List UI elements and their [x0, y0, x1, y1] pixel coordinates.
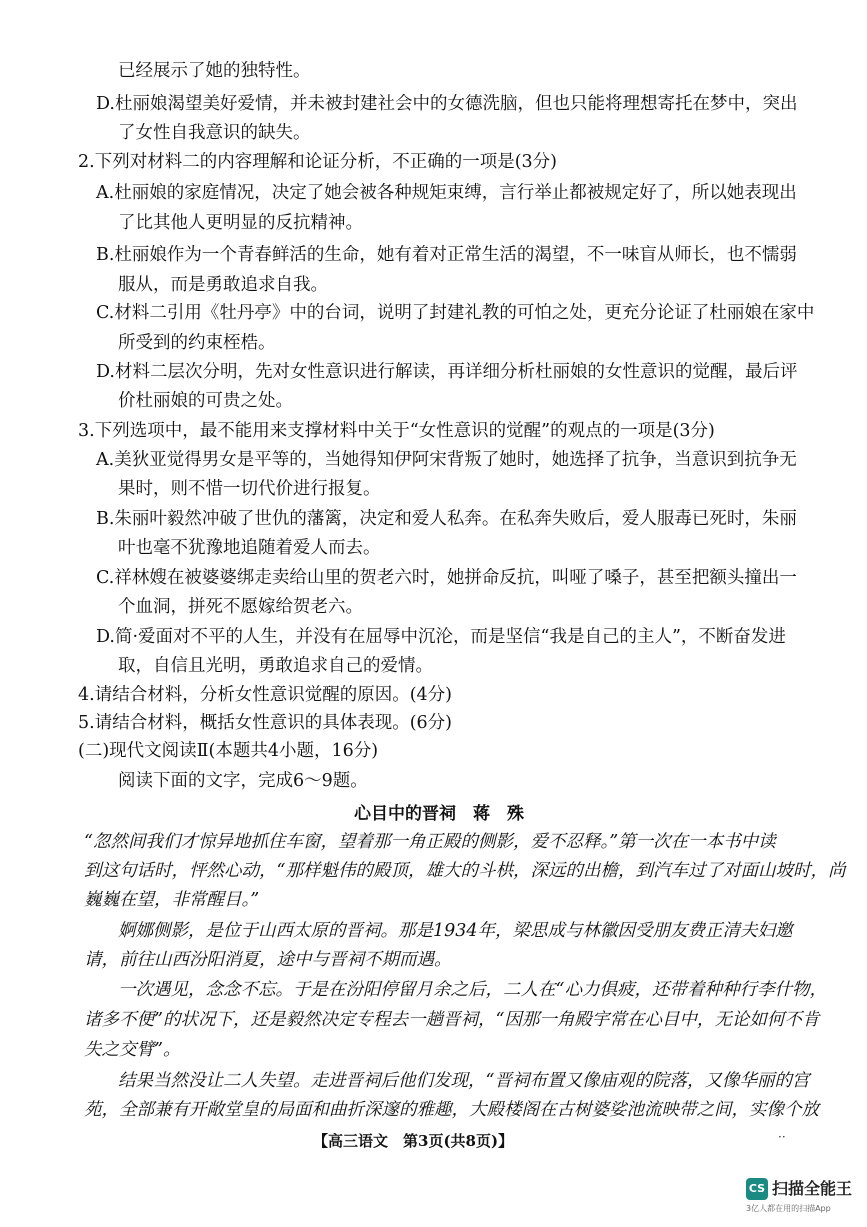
scanner-watermark [746, 1176, 856, 1216]
page-footer: 【高三语文 第3页(共8页)】 [313, 1132, 514, 1150]
option-b-line: B.朱丽叶毅然冲破了世仇的藩篱，决定和爱人私奔。在私奔失败后，爱人服毒已死时，朱丽 [96, 509, 797, 529]
scan-mark: ·· [778, 1130, 786, 1144]
article-line: 巍巍在望，非常醒目。” [84, 890, 260, 910]
option-a-line: A.杜丽娘的家庭情况，决定了她会被各种规矩束缚，言行举止都被规定好了，所以她表现出 [96, 183, 797, 203]
option-c-line: C.材料二引用《牡丹亭》中的台词，说明了封建礼教的可怕之处，更充分论证了杜丽娘在家中 [96, 303, 815, 323]
instruction-line: 阅读下面的文字，完成6～9题。 [118, 771, 368, 791]
text-line: 取，自信且光明，勇敢追求自己的爱情。 [118, 656, 433, 676]
article-line: 诸多不便”的状况下，还是毅然决定专程去一趟晋祠，“因那一角殿宇常在心目中，无论如何不肯 [84, 1010, 820, 1030]
article-line: “忽然间我们才惊异地抓住车窗，望着那一角正殿的侧影，爱不忍释。”第一次在一本书中读 [84, 832, 776, 852]
question-5: 5.请结合材料，概括女性意识的具体表现。(6分) [78, 713, 452, 733]
option-d-line: D.简·爱面对不平的人生，并没有在屈辱中沉沦，而是坚信“我是自己的主人”，不断奋发进 [96, 627, 786, 647]
camscanner-logo-icon: CS [746, 1178, 768, 1200]
text-line: 了女性自我意识的缺失。 [118, 123, 311, 143]
option-c-line: C.祥林嫂在被婆婆绑走卖给山里的贺老六时，她拼命反抗，叫哑了嗓子，甚至把额头撞出一 [96, 568, 797, 588]
article-line: 苑，全部兼有开敞堂皇的局面和曲折深邃的雅趣，大殿楼阁在古树婆娑池流映带之间，实像个放 [84, 1100, 819, 1120]
text-line: 已经展示了她的独特性。 [118, 61, 311, 81]
watermark-tagline: 3亿人都在用的扫描App [746, 1204, 831, 1213]
article-title: 心目中的晋祠 蒋 殊 [354, 804, 524, 824]
text-line: 果时，则不惜一切代价进行报复。 [118, 479, 381, 499]
text-line: 叶也毫不犹豫地追随着爱人而去。 [118, 538, 381, 558]
question-3: 3.下列选项中，最不能用来支撑材料中关于“女性意识的觉醒”的观点的一项是(3分) [78, 421, 715, 441]
article-line: 结果当然没让二人失望。走进晋祠后他们发现，“晋祠布置又像庙观的院落，又像华丽的宫 [118, 1071, 810, 1091]
text-line: 服从，而是勇敢追求自我。 [118, 275, 328, 295]
article-line: 请，前往山西汾阳消夏，途中与晋祠不期而遇。 [84, 950, 452, 970]
text-line: 价杜丽娘的可贵之处。 [118, 391, 293, 411]
text-line: 了比其他人更明显的反抗精神。 [118, 213, 363, 233]
article-line: 失之交臂”。 [84, 1040, 181, 1060]
text-line: 个血洞，拼死不愿嫁给贺老六。 [118, 597, 363, 617]
option-b-line: B.杜丽娘作为一个青春鲜活的生命，她有着对正常生活的渴望，不一味盲从师长，也不懦弱 [96, 245, 797, 265]
question-4: 4.请结合材料，分析女性意识觉醒的原因。(4分) [78, 685, 452, 705]
watermark-name: 扫描全能王 [772, 1179, 853, 1198]
article-line: 到这句话时，怦然心动，“那样魁伟的殿顶，雄大的斗栱，深远的出檐，到汽车过了对面山坡时，尚 [84, 861, 846, 881]
option-d-line: D.材料二层次分明，先对女性意识进行解读，再详细分析杜丽娘的女性意识的觉醒，最后评 [96, 362, 798, 382]
article-line: 一次遇见，念念不忘。于是在汾阳停留月余之后，二人在“心力俱疲，还带着种种行李什物， [118, 980, 827, 1000]
option-d-line: D.杜丽娘渴望美好爱情，并未被封建社会中的女德洗脑，但也只能将理想寄托在梦中，突出 [96, 94, 798, 114]
section-heading: (二)现代文阅读Ⅱ(本题共4小题，16分) [78, 741, 379, 761]
question-2: 2.下列对材料二的内容理解和论证分析，不正确的一项是(3分) [78, 152, 557, 172]
option-a-line: A.美狄亚觉得男女是平等的，当她得知伊阿宋背叛了她时，她选择了抗争，当意识到抗争无 [96, 450, 797, 470]
text-line: 所受到的约束桎梏。 [118, 333, 276, 353]
article-line: 婀娜侧影，是位于山西太原的晋祠。那是1934年，梁思成与林徽因受朋友费正清夫妇邀 [118, 921, 793, 941]
